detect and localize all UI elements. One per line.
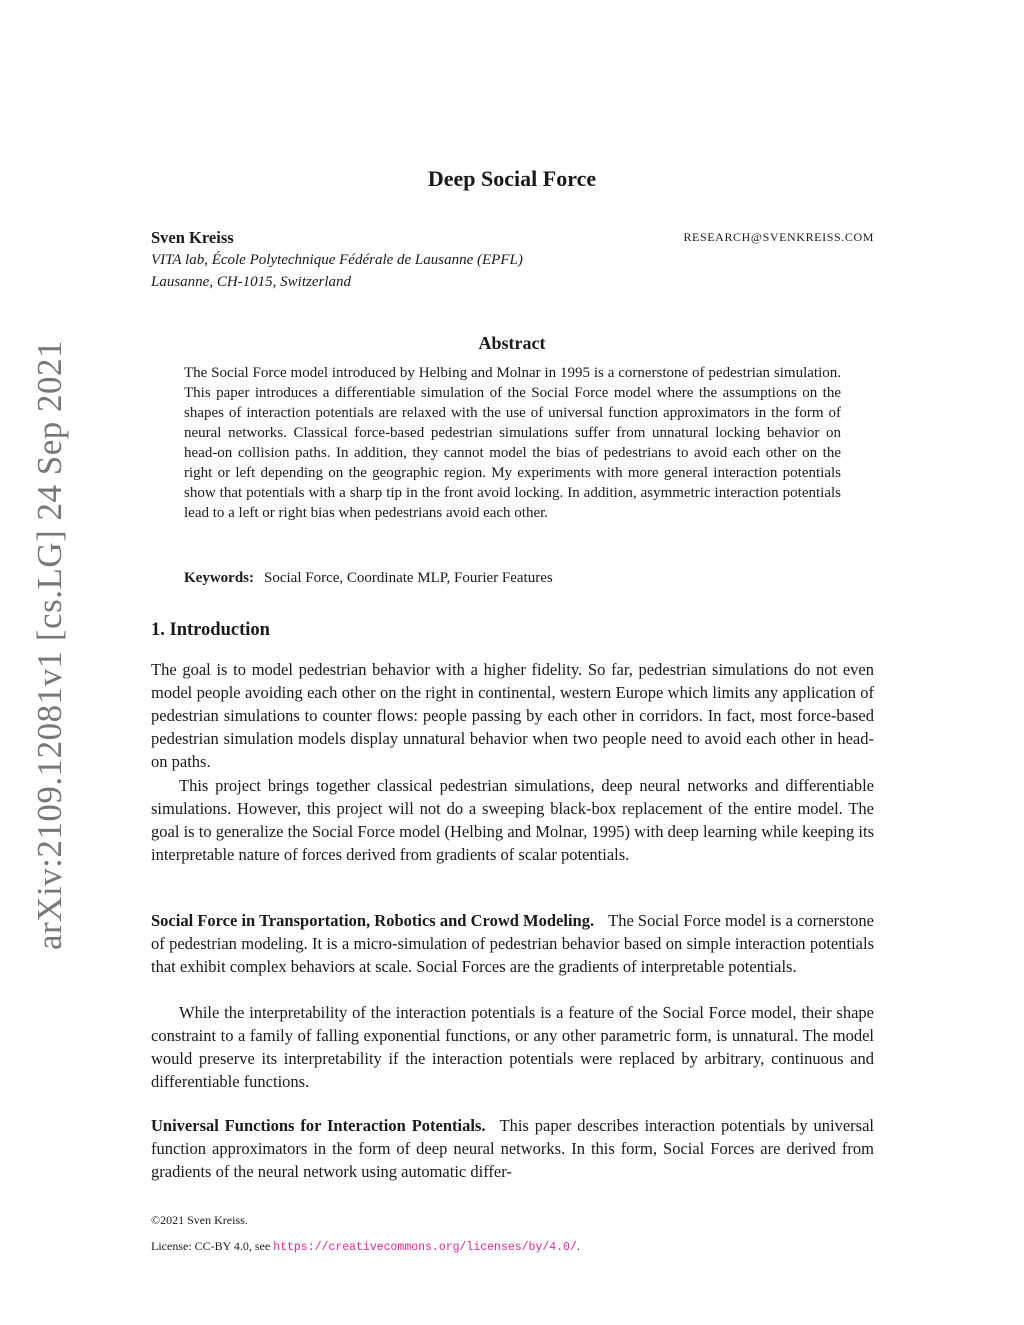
keywords-list: Social Force, Coordinate MLP, Fourier Features <box>264 570 553 586</box>
author-address: Lausanne, CH-1015, Switzerland <box>151 274 352 290</box>
intro-paragraph-3 <box>151 909 874 978</box>
intro-paragraph-4: While the interpretability of the interaction potentials is a feature of the Social Force model, their shape constraint to a family of falling exponential functions, or any other parametric form, is unnatural. The model would preserve its interpretability if the interaction potentials were replaced by arbitrary, continuous and differentiable functions. <box>151 1003 874 1091</box>
license-note <box>151 1238 874 1256</box>
run-in-heading-social-force: Social Force in Transportation, Robotics and Crowd Modeling. <box>151 911 595 930</box>
author-email: RESEARCH@SVENKREISS.COM <box>683 230 874 244</box>
arxiv-side-stamp: arXiv:2109.12081v1 [cs.LG] 24 Sep 2021 <box>30 339 69 951</box>
license-suffix: . <box>576 1239 580 1253</box>
keywords-line <box>184 568 841 588</box>
abstract-heading: Abstract <box>478 333 546 353</box>
abstract-text: The Social Force model introduced by Helbing and Molnar in 1995 is a cornerstone of pedestrian simulation. This paper introduces a differentiable simulation of the Social Force model where the assumptions on the shapes of interaction potentials are relaxed with the use of universal function approximators in the form of neural networks. Classical force-based pedestrian simulations suffer from unnatural locking behavior on head-on collision paths. In addition, they cannot model the bias of pedestrians to avoid each other on the right or left depending on the geographic region. My experiments with more general interaction potentials show that potentials with a sharp tip in the front avoid locking. In addition, asymmetric interaction potentials lead to a left or right bias when pedestrians avoid each other. <box>184 365 841 521</box>
author-name: Sven Kreiss <box>151 228 234 247</box>
intro-paragraph-5 <box>151 1114 874 1183</box>
paper-title: Deep Social Force <box>427 166 597 191</box>
intro-paragraph-1: The goal is to model pedestrian behavior with a higher fidelity. So far, pedestrian simulations do not even model people avoiding each other on the right in continental, western Europe which limits any application of pedestrian simulations to counter flows: people passing by each other in corridors. In fact, most force-based pedestrian simulation models display unnatural behavior when two people need to avoid each other in head-on paths. <box>151 660 874 771</box>
section-heading-introduction: 1. Introduction <box>151 620 270 640</box>
author-affiliation: VITA lab, École Polytechnique Fédérale de Lausanne (EPFL) <box>151 252 523 268</box>
paragraph-3-text: The Social Force model is a cornerstone of pedestrian modeling. It is a micro-simulation of pedestrian behavior based on simple interaction potentials that exhibit complex behaviors at scale. Social Forces are the gradients of interpretable potentials. <box>151 911 875 976</box>
keywords-label: Keywords: <box>184 570 254 586</box>
author-block <box>151 227 874 293</box>
license-prefix: License: CC-BY 4.0, see <box>151 1239 271 1253</box>
run-in-heading-universal-functions: Universal Functions for Interaction Potentials. <box>151 1116 486 1135</box>
intro-paragraph-2: This project brings together classical pedestrian simulations, deep neural networks and differentiable simulations. However, this project will not do a sweeping black-box replacement of the entire model. The goal is to generalize the Social Force model (Helbing and Molnar, 1995) with deep learning while keeping its interpretable nature of forces derived from gradients of scalar potentials. <box>151 776 874 864</box>
license-link[interactable]: https://creativecommons.org/licenses/by/4.0/ <box>273 1241 577 1254</box>
copyright-note: ©2021 Sven Kreiss. <box>151 1213 248 1227</box>
paragraph-5-text: This paper describes interaction potentials by universal function approximators in the form of deep neural networks. In this form, Social Forces are derived from gradients of the neural network using automatic differ- <box>151 1116 874 1181</box>
